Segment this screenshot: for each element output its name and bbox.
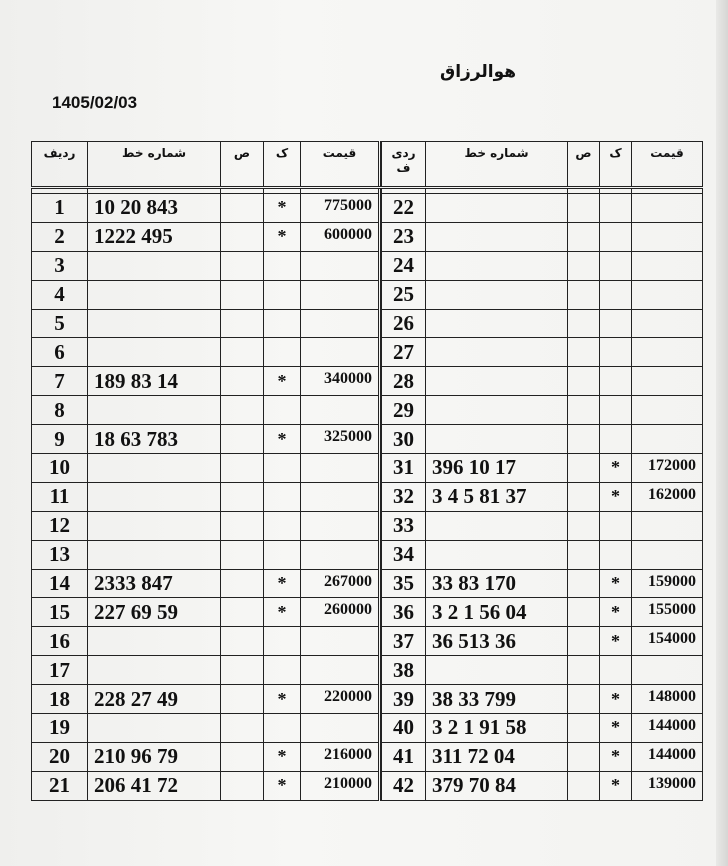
s-cell [221,194,264,223]
line-number-cell: 3 4 5 81 37 [426,482,568,511]
k-mark-cell: * [264,569,301,598]
row-number-cell: 31 [382,454,426,483]
k-mark-cell: * [264,771,301,800]
k-mark-cell: * [600,598,632,627]
line-number-cell: 210 96 79 [88,742,221,771]
k-mark-cell [264,540,301,569]
table-row [382,367,703,396]
k-mark-cell: * [600,742,632,771]
s-cell [221,569,264,598]
row-number-cell: 33 [382,511,426,540]
k-mark-cell: * [600,482,632,511]
price-cell: 600000 [301,222,380,251]
k-mark-cell: * [600,454,632,483]
table-row [32,714,380,743]
table-header-row [32,142,380,188]
table-row [382,656,703,685]
price-cell [632,656,703,685]
header-s: ص [221,142,264,188]
table-row [382,251,703,280]
s-cell [221,685,264,714]
k-mark-cell [600,367,632,396]
price-cell [632,367,703,396]
row-number-cell: 28 [382,367,426,396]
table-row [382,742,703,771]
price-cell: 775000 [301,194,380,223]
line-number-cell: 18 63 783 [88,425,221,454]
price-cell [301,714,380,743]
s-cell [568,338,600,367]
line-number-cell: 3 2 1 91 58 [426,714,568,743]
s-cell [568,482,600,511]
table-row [32,251,380,280]
price-cell: 172000 [632,454,703,483]
price-cell [632,396,703,425]
price-cell [632,511,703,540]
k-mark-cell [600,540,632,569]
price-cell: 155000 [632,598,703,627]
line-number-cell [88,627,221,656]
row-number-cell: 21 [32,771,88,800]
line-number-cell: 3 2 1 56 04 [426,598,568,627]
s-cell [568,222,600,251]
table-row [382,396,703,425]
s-cell [221,280,264,309]
row-number-cell: 17 [32,656,88,685]
row-number-cell: 22 [382,194,426,223]
s-cell [568,540,600,569]
price-cell [301,482,380,511]
header-k: ک [600,142,632,188]
row-number-cell: 2 [32,222,88,251]
s-cell [221,627,264,656]
s-cell [221,251,264,280]
line-number-cell [426,540,568,569]
k-mark-cell: * [600,685,632,714]
header-line-number: شماره خط [88,142,221,188]
line-number-cell [88,656,221,685]
s-cell [568,367,600,396]
k-mark-cell [600,396,632,425]
table-row [382,194,703,223]
k-mark-cell: * [600,714,632,743]
line-number-cell [426,251,568,280]
table-row [382,338,703,367]
line-number-cell: 1222 495 [88,222,221,251]
price-cell: 159000 [632,569,703,598]
header-line-number: شماره خط [426,142,568,188]
line-number-cell [88,251,221,280]
line-number-cell [426,309,568,338]
row-number-cell: 12 [32,511,88,540]
k-mark-cell [264,656,301,685]
line-number-cell [88,540,221,569]
s-cell [221,338,264,367]
line-number-cell [88,454,221,483]
row-number-cell: 26 [382,309,426,338]
k-mark-cell: * [264,194,301,223]
k-mark-cell: * [264,598,301,627]
line-number-cell: 10 20 843 [88,194,221,223]
s-cell [568,280,600,309]
price-cell: 144000 [632,742,703,771]
price-cell: 144000 [632,714,703,743]
price-cell [632,280,703,309]
price-cell [301,309,380,338]
table-row [382,771,703,800]
row-number-cell: 30 [382,425,426,454]
line-number-cell [88,396,221,425]
line-number-cell [88,482,221,511]
s-cell [568,425,600,454]
line-number-cell: 36 513 36 [426,627,568,656]
price-cell [632,338,703,367]
table-row [32,280,380,309]
line-number-cell [426,396,568,425]
k-mark-cell [264,454,301,483]
table-row [32,396,380,425]
line-number-cell: 38 33 799 [426,685,568,714]
row-number-cell: 5 [32,309,88,338]
s-cell [221,742,264,771]
row-number-cell: 36 [382,598,426,627]
row-number-cell: 35 [382,569,426,598]
document-date: 1405/02/03 [52,93,138,112]
table-row [32,771,380,800]
k-mark-cell: * [264,222,301,251]
s-cell [221,540,264,569]
table-row [32,540,380,569]
line-number-cell [88,338,221,367]
s-cell [221,367,264,396]
table-row [382,280,703,309]
header-row-no: رديف [32,142,88,188]
row-number-cell: 13 [32,540,88,569]
line-number-cell: 311 72 04 [426,742,568,771]
price-cell: 139000 [632,771,703,800]
row-number-cell: 8 [32,396,88,425]
k-mark-cell [264,714,301,743]
k-mark-cell [600,656,632,685]
line-number-cell [426,194,568,223]
table-row [32,194,380,223]
header-s: ص [568,142,600,188]
header-price: قيمت [632,142,703,188]
line-number-cell [426,511,568,540]
row-number-cell: 24 [382,251,426,280]
k-mark-cell [264,482,301,511]
price-cell [301,656,380,685]
k-mark-cell [600,222,632,251]
s-cell [568,511,600,540]
s-cell [221,309,264,338]
s-cell [568,454,600,483]
row-number-cell: 11 [32,482,88,511]
table-row [32,511,380,540]
price-cell: 260000 [301,598,380,627]
page-heading: هوالرزاق [440,62,517,82]
k-mark-cell [264,309,301,338]
table-row [32,425,380,454]
k-mark-cell [600,194,632,223]
table-row [382,627,703,656]
row-number-cell: 18 [32,685,88,714]
table-row [382,511,703,540]
line-number-cell: 189 83 14 [88,367,221,396]
table-row [32,454,380,483]
table-row [32,309,380,338]
line-number-cell: 379 70 84 [426,771,568,800]
k-mark-cell: * [264,367,301,396]
s-cell [221,656,264,685]
price-tables [31,141,703,801]
k-mark-cell: * [600,627,632,656]
s-cell [568,714,600,743]
table-row [382,222,703,251]
row-number-cell: 32 [382,482,426,511]
price-cell: 162000 [632,482,703,511]
k-mark-cell [264,396,301,425]
header-row-no-bottom: ف [396,161,411,175]
s-cell [568,742,600,771]
s-cell [568,598,600,627]
table-row [32,742,380,771]
price-cell: 340000 [301,367,380,396]
row-number-cell: 3 [32,251,88,280]
row-number-cell: 40 [382,714,426,743]
line-number-cell [426,367,568,396]
k-mark-cell: * [264,685,301,714]
s-cell [568,685,600,714]
price-cell [301,251,380,280]
k-mark-cell [264,280,301,309]
k-mark-cell [264,627,301,656]
k-mark-cell [600,251,632,280]
table-row [32,367,380,396]
table-row [382,309,703,338]
table-row [32,598,380,627]
price-cell: 220000 [301,685,380,714]
row-number-cell: 15 [32,598,88,627]
row-number-cell: 1 [32,194,88,223]
s-cell [221,425,264,454]
price-cell: 325000 [301,425,380,454]
table-row [382,569,703,598]
row-number-cell: 14 [32,569,88,598]
price-cell: 267000 [301,569,380,598]
table-row [382,598,703,627]
table-header-row [382,142,703,188]
line-number-cell [88,511,221,540]
line-number-cell: 227 69 59 [88,598,221,627]
line-number-cell: 33 83 170 [426,569,568,598]
k-mark-cell [264,338,301,367]
row-number-cell: 42 [382,771,426,800]
price-cell: 210000 [301,771,380,800]
k-mark-cell [600,280,632,309]
price-cell [632,425,703,454]
s-cell [568,194,600,223]
price-cell [301,454,380,483]
table-row [32,222,380,251]
row-number-cell: 41 [382,742,426,771]
price-cell [301,280,380,309]
line-number-cell: 228 27 49 [88,685,221,714]
s-cell [568,251,600,280]
k-mark-cell [600,425,632,454]
s-cell [221,454,264,483]
s-cell [568,569,600,598]
table-row [32,656,380,685]
price-cell [301,511,380,540]
row-number-cell: 37 [382,627,426,656]
price-cell: 154000 [632,627,703,656]
header-price: قيمت [301,142,380,188]
row-number-cell: 6 [32,338,88,367]
row-number-cell: 19 [32,714,88,743]
table-row [382,540,703,569]
row-number-cell: 27 [382,338,426,367]
price-cell [632,540,703,569]
header-k: ک [264,142,301,188]
k-mark-cell [600,511,632,540]
row-number-cell: 16 [32,627,88,656]
row-number-cell: 25 [382,280,426,309]
table-row [382,482,703,511]
right-price-table [381,141,703,801]
k-mark-cell: * [600,771,632,800]
row-number-cell: 29 [382,396,426,425]
k-mark-cell: * [264,742,301,771]
price-cell: 148000 [632,685,703,714]
row-number-cell: 7 [32,367,88,396]
table-row [32,338,380,367]
table-row [382,685,703,714]
price-cell [632,222,703,251]
line-number-cell: 206 41 72 [88,771,221,800]
s-cell [221,482,264,511]
k-mark-cell [264,511,301,540]
table-row [32,685,380,714]
price-cell [301,540,380,569]
line-number-cell [88,309,221,338]
line-number-cell [426,280,568,309]
price-cell [301,627,380,656]
line-number-cell [88,280,221,309]
s-cell [221,598,264,627]
header-row-no-top: ردی [391,146,416,160]
row-number-cell: 10 [32,454,88,483]
price-cell [632,309,703,338]
line-number-cell: 2333 847 [88,569,221,598]
header-row-no [382,142,426,188]
s-cell [568,396,600,425]
s-cell [568,309,600,338]
s-cell [221,714,264,743]
table-row [382,714,703,743]
price-cell [301,338,380,367]
price-cell [632,251,703,280]
row-number-cell: 9 [32,425,88,454]
s-cell [568,656,600,685]
row-number-cell: 20 [32,742,88,771]
line-number-cell [426,338,568,367]
page-edge-shadow [716,0,728,866]
s-cell [221,771,264,800]
s-cell [221,511,264,540]
k-mark-cell [600,309,632,338]
k-mark-cell: * [264,425,301,454]
s-cell [221,396,264,425]
k-mark-cell [600,338,632,367]
line-number-cell [426,656,568,685]
line-number-cell [88,714,221,743]
k-mark-cell: * [600,569,632,598]
table-row [382,454,703,483]
table-row [32,482,380,511]
price-cell [301,396,380,425]
line-number-cell [426,222,568,251]
price-cell [632,194,703,223]
row-number-cell: 38 [382,656,426,685]
s-cell [568,627,600,656]
k-mark-cell [264,251,301,280]
row-number-cell: 23 [382,222,426,251]
table-row [32,627,380,656]
left-price-table [31,141,381,801]
s-cell [221,222,264,251]
line-number-cell: 396 10 17 [426,454,568,483]
table-row [32,569,380,598]
row-number-cell: 4 [32,280,88,309]
row-number-cell: 39 [382,685,426,714]
table-row [382,425,703,454]
price-cell: 216000 [301,742,380,771]
row-number-cell: 34 [382,540,426,569]
line-number-cell [426,425,568,454]
s-cell [568,771,600,800]
